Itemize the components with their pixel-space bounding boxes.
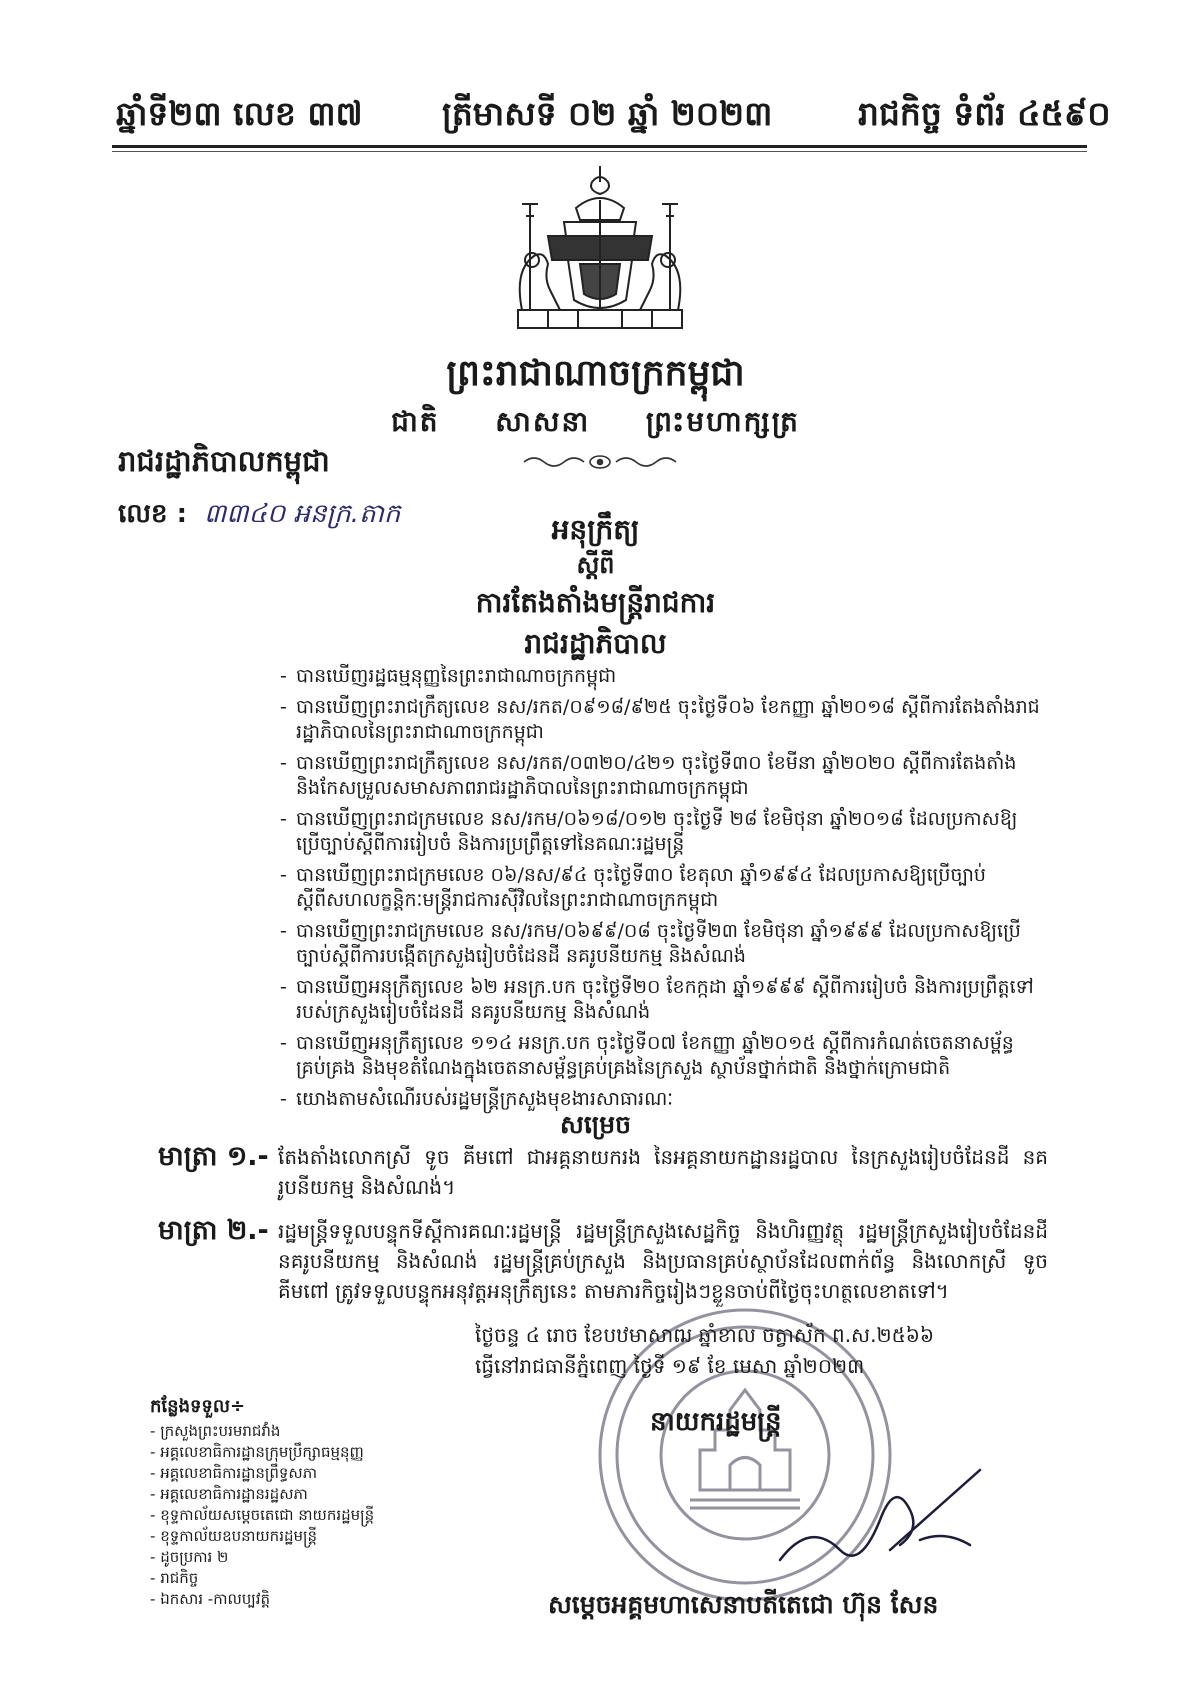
place-and-date: ធ្វើនៅរាជធានីភ្នំពេញ ថ្ងៃទី ១៩ ខែ មេសា ឆ្នាំ២០២៣ bbox=[475, 1354, 865, 1378]
recipient-item: - ដូចប្រការ ២ bbox=[150, 1547, 374, 1568]
recital-item: - បានឃើញព្រះរាជក្រមលេខ នស/រកម/០៦១៨/០១២ ចុះថ្ងៃទី ២៨ ខែមិថុនា ឆ្នាំ២០១៨ ដែលប្រកាសឱ្យប្រើច្បាប់ស្ដីពីការរៀបចំ និងការប្រព្រឹត្តទៅនៃគណៈរដ្ឋមន្ត្រី bbox=[280, 807, 1040, 857]
motto-king: ព្រះមហាក្សត្រ bbox=[645, 405, 800, 438]
kingdom-title: ព្រះរាជាណាចក្រកម្ពុជា bbox=[446, 353, 745, 394]
recipients-title: កន្លែងទទួល÷ bbox=[150, 1396, 246, 1417]
header-page-number: រាជកិច្ច ទំព័រ ៤៥៩០ bbox=[858, 94, 1111, 133]
royal-coat-of-arms-icon bbox=[508, 160, 692, 338]
decision-heading: សម្រេច bbox=[560, 1110, 631, 1139]
recipient-item: - ក្រសួងព្រះបរមរាជវាំង bbox=[150, 1421, 374, 1442]
article-2-label: មាត្រា ២.- bbox=[158, 1215, 269, 1246]
prime-minister-title: នាយករដ្ឋមន្ត្រី bbox=[650, 1407, 782, 1437]
recital-item: - បានឃើញព្រះរាជក្រឹត្យលេខ នស/រកត/០៩១៨/៩២៥ ចុះថ្ងៃទី០៦ ខែកញ្ញា ឆ្នាំ២០១៨ ស្ដីពីការតែងតាំងរាជរដ្ឋាភិបាលនៃព្រះរាជាណាចក្រកម្ពុជា bbox=[280, 695, 1040, 745]
about-label: ស្ដីពី bbox=[576, 551, 615, 579]
header-rule-thin bbox=[112, 151, 1087, 152]
date-block bbox=[475, 1320, 934, 1382]
recital-item: - បានឃើញអនុក្រឹត្យលេខ ១១៤ អនក្រ.បក ចុះថ្ងៃទី០៧ ខែកញ្ញា ឆ្នាំ២០១៥ ស្ដីពីការកំណត់ចេតនាសម្ព័ន្ធគ្រប់គ្រង និងមុខតំណែងក្នុងចេតនាសម្ព័ន្ធគ្រប់គ្រងនៃក្រសួង ស្ថាប័នថ្នាក់ជាតិ និងថ្នាក់ក្រោមជាតិ bbox=[280, 1031, 1040, 1081]
article-1-text: តែងតាំងលោកស្រី ទូច គីមពៅ ជាអគ្គនាយករង នៃអគ្គនាយកដ្ឋានរដ្ឋបាល នៃក្រសួងរៀបចំដែនដី នគរូបនីយកម្ម និងសំណង់។ bbox=[278, 1145, 1048, 1199]
issuing-authority: រាជរដ្ឋាភិបាលកម្ពុជា bbox=[118, 444, 330, 478]
recipient-item: - ខុទ្ទកាល័យសម្ដេចតេជោ នាយករដ្ឋមន្ត្រី bbox=[150, 1505, 374, 1526]
header-rule bbox=[112, 145, 1087, 148]
signatory-name: សម្ដេចអគ្គមហាសេនាបតីតេជោ ហ៊ុន សែន bbox=[548, 1590, 939, 1619]
reference-value: ៣៣៤០ អនក្រ.តាក bbox=[204, 499, 401, 529]
article-1-label: មាត្រា ១.- bbox=[158, 1141, 269, 1172]
recipient-item: - អគ្គលេខាធិការដ្ឋានរដ្ឋសភា bbox=[150, 1484, 374, 1505]
recitals-list bbox=[280, 664, 1040, 1118]
document-type: អនុក្រឹត្យ bbox=[551, 513, 640, 546]
recipient-item: - ឯកសារ -កាលប្បវត្តិ bbox=[150, 1589, 374, 1610]
recital-item: - បានឃើញព្រះរាជក្រឹត្យលេខ នស/រកត/០៣២០/៤២១ ចុះថ្ងៃទី៣០ ខែមីនា ឆ្នាំ២០២០ ស្ដីពីការតែងតាំង និងកែសម្រួលសមាសភាពរាជរដ្ឋាភិបាលនៃព្រះរាជាណាចក្រកម្ពុជា bbox=[280, 751, 1040, 801]
motto-religion: សាសនា bbox=[495, 405, 591, 438]
recipients-block bbox=[150, 1396, 374, 1610]
authority-heading: រាជរដ្ឋាភិបាល bbox=[524, 627, 667, 660]
recital-item: - បានឃើញអនុក្រឹត្យលេខ ៦២ អនក្រ.បក ចុះថ្ងៃទី២០ ខែកក្កដា ឆ្នាំ១៩៩៩ ស្ដីពីការរៀបចំ និងការប្រព្រឹត្តទៅរបស់ក្រសួងរៀបចំដែនដី នគរូបនីយកម្ម និងសំណង់ bbox=[280, 975, 1040, 1025]
header-issue: ឆ្នាំទី២៣ លេខ ៣៧ bbox=[116, 94, 363, 133]
document-subject: ការតែងតាំងមន្ត្រីរាជការ bbox=[475, 586, 716, 619]
recital-item: - បានឃើញព្រះរាជក្រមលេខ ០៦/នស/៩៤ ចុះថ្ងៃទី៣០ ខែតុលា ឆ្នាំ១៩៩៤ ដែលប្រកាសឱ្យប្រើច្បាប់ស្ដីពីសហលក្ខន្តិកៈមន្ត្រីរាជការស៊ីវិលនៃព្រះរាជាណាចក្រកម្ពុជា bbox=[280, 863, 1040, 913]
article-2 bbox=[158, 1216, 1048, 1306]
handwritten-signature-icon bbox=[770, 1450, 990, 1580]
recipient-item: - ខុទ្ទកាល័យឧបនាយករដ្ឋមន្ត្រី bbox=[150, 1526, 374, 1547]
header-quarter: ត្រីមាសទី ០២ ឆ្នាំ ២០២៣ bbox=[442, 94, 773, 133]
article-2-text: រដ្ឋមន្ត្រីទទួលបន្ទុកទីស្ដីការគណៈរដ្ឋមន្ត្រី រដ្ឋមន្ត្រីក្រសួងសេដ្ឋកិច្ច និងហិរញ្ញវត្ថុ រដ្ឋមន្ត្រីក្រសួងរៀបចំដែនដី នគរូបនីយកម្ម និងសំណង់ រដ្ឋមន្ត្រីគ្រប់ក្រសួង និងប្រធានគ្រប់ស្ថាប័នដែលពាក់ព័ន្ធ និងលោកស្រី ទូច គីមពៅ ត្រូវទទួលបន្ទុកអនុវត្តអនុក្រឹត្យនេះ តាមភារកិច្ចរៀងៗខ្លួនចាប់ពីថ្ងៃចុះហត្ថលេខាតទៅ។ bbox=[278, 1219, 1048, 1303]
decorative-divider-icon bbox=[520, 450, 680, 474]
motto-nation: ជាតិ bbox=[391, 405, 440, 438]
recital-item: - បានឃើញព្រះរាជក្រមលេខ នស/រកម/០៦៩៩/០៨ ចុះថ្ងៃទី២៣ ខែមិថុនា ឆ្នាំ១៩៩៩ ដែលប្រកាសឱ្យប្រើច្បាប់ស្ដីពីការបង្កើតក្រសួងរៀបចំដែនដី នគរូបនីយកម្ម និងសំណង់ bbox=[280, 919, 1040, 969]
recipient-item: - អគ្គលេខាធិការដ្ឋានព្រឹទ្ធសភា bbox=[150, 1463, 374, 1484]
reference-label: លេខ : bbox=[118, 499, 187, 529]
recital-item: - បានឃើញរដ្ឋធម្មនុញ្ញនៃព្រះរាជាណាចក្រកម្ពុជា bbox=[280, 664, 1040, 689]
recipient-item: - រាជកិច្ច bbox=[150, 1568, 374, 1589]
recipients-list bbox=[150, 1421, 374, 1610]
national-motto bbox=[0, 404, 1191, 445]
lunar-date: ថ្ងៃចន្ទ ៤ រោច ខែបឋមាសាឍ ឆ្នាំខាល ចត្វាស័ក ព.ស.២៥៦៦ bbox=[475, 1323, 935, 1347]
article-1 bbox=[158, 1142, 1048, 1202]
recital-item: - យោងតាមសំណើរបស់រដ្ឋមន្ត្រីក្រសួងមុខងារសាធារណៈ bbox=[280, 1087, 1040, 1112]
recipient-item: - អគ្គលេខាធិការដ្ឋានក្រុមប្រឹក្សាធម្មនុញ្ញ bbox=[150, 1442, 374, 1463]
